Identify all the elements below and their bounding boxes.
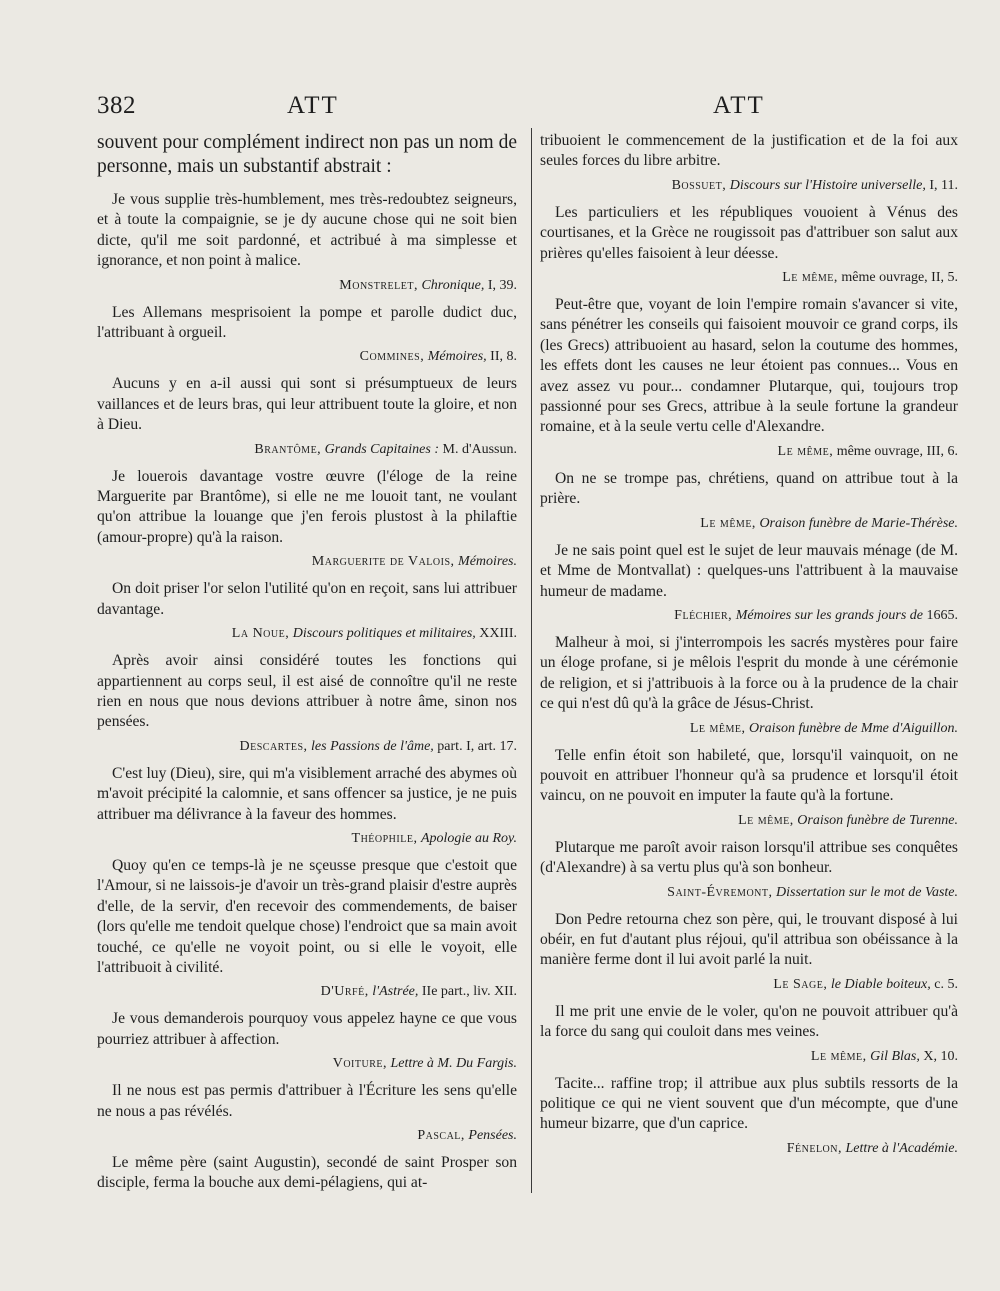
citation-ref: I, 11.	[929, 177, 958, 193]
quote-text: Je vous supplie très-humblement, mes très-redoubtez seigneurs, et à toute la compaignie, se je dy aucune chose qui ne soit bien dicte, qu'il me soit pardonné, et actribué à ma simplesse et ignorance, et non point à malice.	[97, 191, 517, 270]
citation-work: Dissertation sur le mot de Vaste.	[776, 884, 958, 900]
citation-author: Le Sage,	[773, 976, 828, 992]
citation-work: Lettre à l'Académie.	[845, 1140, 958, 1156]
right-column	[540, 131, 958, 1166]
citation	[97, 440, 517, 459]
citation-ref: même ouvrage, II, 5.	[841, 270, 958, 286]
citation-author: Voiture,	[332, 1056, 387, 1072]
citation	[540, 176, 958, 195]
citation-ref: 1665.	[926, 607, 958, 623]
citation-author: Le même,	[689, 720, 746, 736]
citation-ref: même ouvrage, III, 6.	[836, 443, 958, 459]
citation	[540, 883, 958, 902]
citation	[97, 829, 517, 848]
citation	[97, 552, 517, 571]
citation-author: Pascal,	[417, 1128, 465, 1143]
quote-text: Plutarque me paroît avoir raison lorsqu'il attribue ses conquêtes (d'Alexandre) à sa vertu plus qu'à son bonheur.	[540, 838, 958, 877]
citation-ref: X, 10.	[923, 1048, 958, 1064]
quote-text: Aucuns y en a-il aussi qui sont si présumptueux de leurs vaillances et de leurs bras, qui leur attribuent toute la gloire, et non à Dieu.	[97, 375, 517, 434]
quote-text-continuation: tribuoient le commencement de la justification et de la foi aux seules forces du libre arbitre.	[540, 132, 958, 170]
citation-ref: IIe part., liv. XII.	[421, 984, 517, 1000]
quote-text: On doit priser l'or selon l'utilité qu'on en reçoit, sans lui attribuer davantage.	[97, 580, 517, 618]
citation-ref: part. I, art. 17.	[437, 738, 517, 754]
citation-ref: M. d'Aussun.	[442, 441, 517, 457]
quote-text: Peut-être que, voyant de loin l'empire romain s'avancer si vite, sans pénétrer les conseils qui faisoient mouvoir ce grand corps, ils (les Grecs) attribuoient au hasard, selon la coutume des hommes, les effets dont les causes ne leur étoient pas connues... Vous en avez assez vu pour... condamner Plutarque, qui, toujours trop passionné pour ses Grecs, attribue à la seule fortune la grandeur romaine, et à la seule vertu celle d'Alexandre.	[540, 296, 958, 436]
running-head-left: ATT	[287, 92, 339, 119]
citation	[540, 1139, 958, 1158]
citation-work: Chronique,	[421, 277, 485, 293]
citation-author: Le même,	[810, 1048, 867, 1064]
quote-text: On ne se trompe pas, chrétiens, quand on attribue tout à la prière.	[540, 469, 958, 508]
quote-text: Les particuliers et les républiques vouoient à Vénus des courtisanes, et la Grèce ne rougissoit pas d'attribuer son salut aux prières qu'elles faisoient à leur déesse.	[540, 203, 958, 262]
citation	[97, 624, 517, 643]
quote-text: Il me prit une envie de le voler, qu'on ne pouvoit attribuer qu'à la force du sang qui couloit dans mes veines.	[540, 1002, 958, 1041]
citation-ref: c. 5.	[934, 976, 958, 992]
citation-work: Grands Capitaines :	[324, 441, 440, 457]
quote-text-continued: Le même père (saint Augustin), secondé de saint Prosper son disciple, ferma la bouche aux demi-pélagiens, qui at-	[97, 1154, 517, 1192]
citation	[540, 975, 958, 994]
quote-text: Don Pedre retourna chez son père, qui, le trouvant disposé à lui obéir, en fut d'autant plus réjoui, qu'il attribua son obéissance à la manière ferme dont il lui avoit parlé la nuit.	[540, 910, 958, 969]
citation-work: Lettre à M. Du Fargis.	[390, 1056, 517, 1072]
citation-work: Oraison funèbre de Marie-Thérèse.	[759, 515, 958, 531]
citation-author: Le même,	[738, 812, 794, 828]
quote-text: Malheur à moi, si j'interrompois les sacrés mystères pour faire un éloge profane, si je mêlois l'esprit du monde à une cérémonie de religion, et si j'attribuois à la force ou à la prudence de la chair ce qui n'est dû qu'à la grâce de Jésus-Christ.	[540, 633, 958, 713]
citation-work: le Diable boiteux,	[830, 976, 931, 992]
citation-author: Descartes,	[239, 738, 308, 754]
citation	[540, 719, 958, 738]
citation-author: Le même,	[782, 270, 838, 286]
citation-work: Discours sur l'Histoire universelle,	[729, 177, 926, 193]
citation-ref: II, 8.	[490, 349, 517, 365]
citation-author: Bossuet,	[671, 177, 727, 193]
quote-text: Les Allemans mesprisoient la pompe et parolle dudict duc, l'attribuant à orgueil.	[97, 303, 517, 342]
quote-text: Je ne sais point quel est le sujet de leur mauvais ménage (de M. et Mme de Montvallat) : quelques-uns l'attribuent à la mauvaise humeur de madame.	[540, 541, 958, 600]
citation-work: les Passions de l'âme,	[311, 738, 434, 754]
citation	[540, 606, 958, 625]
citation-work: Discours politiques et militaires,	[292, 626, 476, 642]
citation-author: D'Urfé,	[320, 984, 369, 1000]
citation-author: Fénelon,	[786, 1140, 842, 1156]
citation	[540, 514, 958, 533]
citation-author: Le même,	[700, 515, 756, 531]
citation	[97, 276, 517, 295]
quote-text: Je vous demanderois pourquoy vous appelez hayne ce que vous pourriez attribuer à affection.	[97, 1010, 517, 1048]
citation	[540, 811, 958, 830]
citation-author: Fléchier,	[674, 607, 733, 623]
citation-author: Théophile,	[351, 830, 418, 846]
citation	[540, 1047, 958, 1066]
citation-work: Gil Blas,	[870, 1048, 920, 1064]
quote-text: Après avoir ainsi considéré toutes les fonctions qui appartiennent au corps seul, il est aisé de connoître qu'il ne reste rien en nous que nous devions attribuer à notre âme, sinon nos pensées.	[97, 652, 517, 731]
column-divider	[531, 128, 532, 1193]
citation	[97, 1126, 517, 1145]
citation-work: Mémoires,	[427, 349, 487, 365]
citation-work: Oraison funèbre de Turenne.	[797, 812, 958, 828]
quote-text: Tacite... raffine trop; il attribue aux plus subtils ressorts de la politique ce qui ne vient souvent que d'un mécompte, que d'une humeur bizarre, que d'un caprice.	[540, 1074, 958, 1133]
citation-author: La Noue,	[231, 626, 290, 642]
citation-work: Pensées.	[468, 1128, 517, 1143]
quote-text: C'est luy (Dieu), sire, qui m'a visiblement arraché des abymes où m'avoit précipité la calomnie, et sans offencer sa justice, je ne puis attribuer ma délivrance à la faveur des hommes.	[97, 764, 517, 823]
citation	[97, 1054, 517, 1073]
citation-author: Commines,	[359, 349, 425, 365]
quote-text: Je louerois davantage vostre œuvre (l'éloge de la reine Marguerite par Brantôme), si elle ne me louoit tant, ne voulant qu'on attribue la louange que j'en ferois plustost à la philaftie (amour-propre) qu'à la raison.	[97, 467, 517, 546]
citation-work: Mémoires.	[458, 554, 517, 570]
citation	[540, 268, 958, 287]
citation-author: Brantôme,	[254, 441, 322, 457]
quote-text: Quoy qu'en ce temps-là je ne sçeusse presque que c'estoit que l'Amour, si ne laissois-je d'avoir un très-grand plaisir d'estre auprès d'elle, de la servir, d'en recevoir des commendements, de baiser (lors qu'elle me tendoit quelque chose) l'endroict que sa main avoit touché, ce qu'elle ne voyoit point, ou si elle le voyoit, elle l'attribuoit à civilité.	[97, 856, 517, 976]
citation	[97, 737, 517, 756]
citation-ref: XXIII.	[479, 626, 517, 642]
citation-work: Oraison funèbre de Mme d'Aiguillon.	[749, 720, 958, 736]
citation	[97, 982, 517, 1001]
left-column	[97, 131, 517, 1198]
page-number: 382	[97, 92, 136, 119]
citation-author: Marguerite de Valois,	[311, 554, 455, 570]
citation	[540, 442, 958, 461]
citation-ref: I, 39.	[487, 277, 517, 293]
quote-text: Telle enfin étoit son habileté, que, lorsqu'il vainquoit, on ne pouvoit en attribuer l'honneur qu'à sa prudence et lorsqu'il étoit vaincu, on ne pouvoit en imputer la faute qu'à la fortune.	[540, 746, 958, 805]
intro-paragraph: souvent pour complément indirect non pas un nom de personne, mais un substantif abstrait :	[97, 132, 517, 177]
quote-text: Il ne nous est pas permis d'attribuer à l'Écriture les sens qu'elle ne nous a pas révélés.	[97, 1082, 517, 1120]
citation-work: Apologie au Roy.	[420, 830, 517, 846]
citation-author: Saint-Évremont,	[667, 884, 773, 900]
citation-author: Monstrelet,	[339, 277, 418, 293]
citation-work: Mémoires sur les grands jours de	[735, 607, 923, 623]
citation	[97, 347, 517, 366]
citation-author: Le même,	[777, 443, 834, 459]
citation-work: l'Astrée,	[372, 984, 419, 1000]
running-head-right: ATT	[713, 92, 765, 119]
